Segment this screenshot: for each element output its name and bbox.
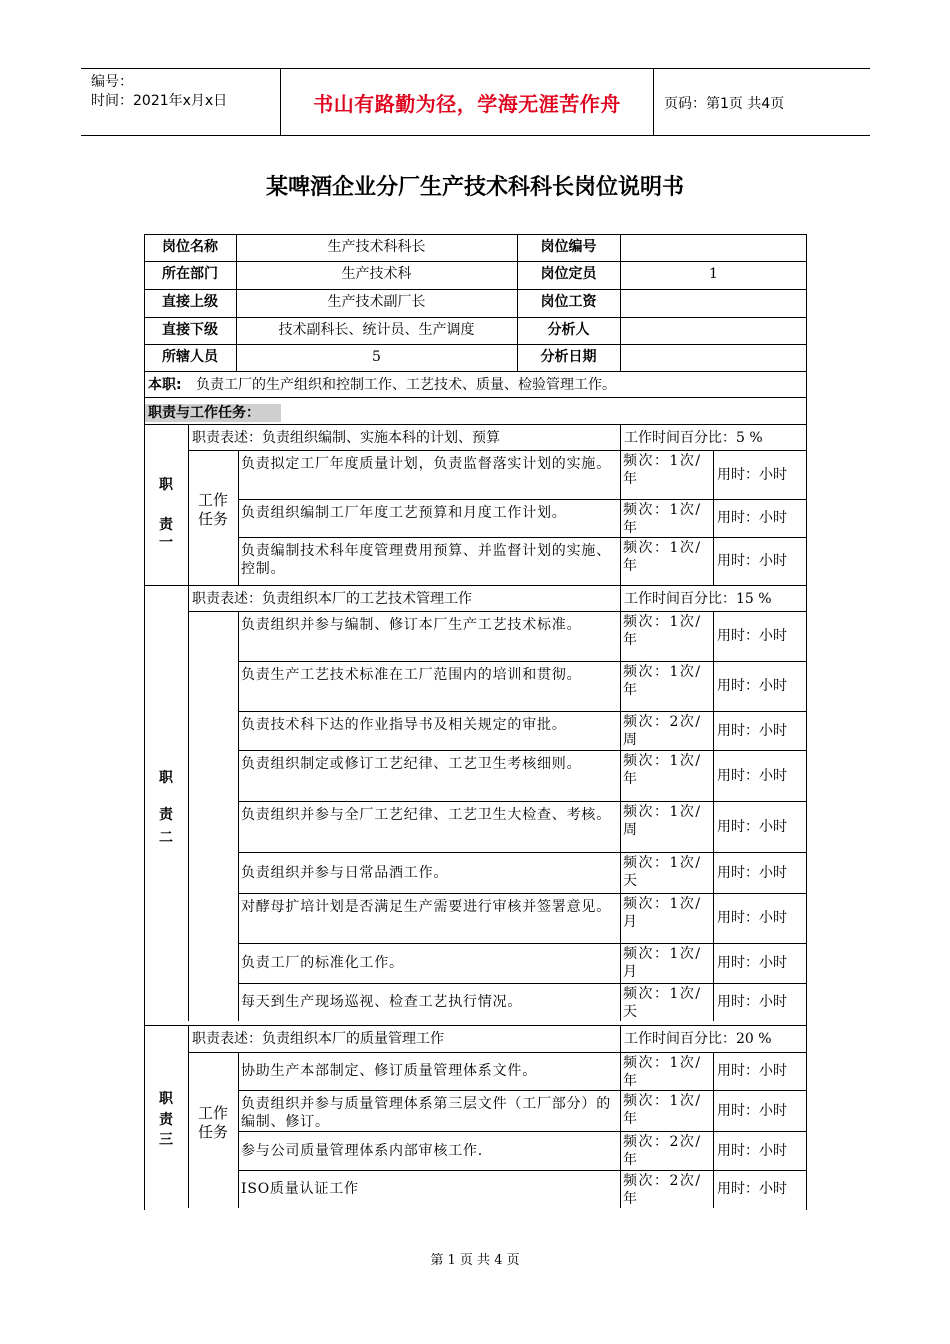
duty-name-char: 责 <box>159 517 173 533</box>
task-frequency: 频次：1次/月 <box>623 946 702 980</box>
table-rule <box>238 611 239 1021</box>
task-duration: 用时：小时 <box>717 864 787 881</box>
table-rule <box>238 450 239 585</box>
document-date: 时间：2021年x月x日 <box>91 93 228 109</box>
table-rule <box>144 261 807 262</box>
duty-time-percent: 工作时间百分比：15 % <box>624 591 772 607</box>
table-rule <box>188 585 189 1021</box>
task-frequency: 频次：1次/年 <box>623 453 702 487</box>
task-frequency: 频次：1次/年 <box>623 1093 702 1127</box>
duty-summary-text: 负责工厂的生产组织和控制工作、工艺技术、质量、检验管理工作。 <box>196 377 616 393</box>
header-motto: 书山有路勤为径，学海无涯苦作舟 <box>313 92 621 116</box>
info-value: 5 <box>372 349 381 365</box>
page-header <box>81 68 870 136</box>
task-duration: 用时：小时 <box>717 994 787 1010</box>
table-rule <box>238 750 807 751</box>
info-label: 岗位编号 <box>540 239 597 255</box>
task-text: 负责组织并参与日常品酒工作。 <box>241 864 449 881</box>
info-label: 分析日期 <box>540 349 597 365</box>
info-label: 分析人 <box>547 322 590 338</box>
table-rule <box>144 317 807 318</box>
task-duration: 用时：小时 <box>717 722 787 739</box>
table-rule <box>620 1025 621 1052</box>
task-frequency: 频次：1次/年 <box>623 753 702 787</box>
table-rule <box>188 611 807 612</box>
task-text: 负责组织并参与全厂工艺纪律、工艺卫生大检查、考核。 <box>241 807 611 823</box>
task-group-label: 工作 <box>197 1104 228 1122</box>
task-text: 负责编制技术科年度管理费用预算、并监督计划的实施、控制。 <box>241 543 611 577</box>
task-frequency: 频次：1次/年 <box>623 540 702 574</box>
task-text: 负责组织编制工厂年度工艺预算和月度工作计划。 <box>241 505 567 521</box>
task-duration: 用时：小时 <box>717 1102 787 1119</box>
document-number: 编号： <box>91 74 133 90</box>
page-info: 页码：第1页 共4页 <box>664 95 785 112</box>
task-frequency: 频次：2次/周 <box>623 714 702 748</box>
table-rule <box>238 711 807 712</box>
header-meta <box>91 73 227 111</box>
duty-name-char: 责 <box>159 1112 173 1128</box>
task-duration: 用时：小时 <box>717 510 787 526</box>
duty-name-char: 三 <box>159 1132 173 1148</box>
table-rule <box>188 450 807 451</box>
table-rule <box>620 1052 621 1208</box>
table-rule <box>713 611 714 1021</box>
table-rule <box>620 450 621 585</box>
task-text: 参与公司质量管理体系内部审核工作. <box>241 1142 484 1159</box>
task-text: ISO质量认证工作 <box>241 1181 359 1197</box>
info-value: 生产技术副厂长 <box>327 294 426 310</box>
table-rule <box>238 1090 807 1091</box>
task-frequency: 频次：2次/年 <box>623 1173 702 1207</box>
table-rule <box>144 585 188 586</box>
task-frequency: 频次：2次/年 <box>623 1134 702 1168</box>
table-rule <box>238 499 807 500</box>
info-label: 岗位名称 <box>162 239 218 255</box>
task-duration: 用时：小时 <box>717 1181 787 1197</box>
duty-description: 职责表述：负责组织本厂的工艺技术管理工作 <box>192 591 472 607</box>
duty-block-rule <box>144 1025 807 1026</box>
task-frequency: 频次：1次/年 <box>623 614 702 648</box>
table-rule <box>620 585 621 611</box>
duty-time-percent: 工作时间百分比：5 % <box>624 430 763 446</box>
task-frequency: 频次：1次/年 <box>623 664 702 698</box>
task-text: 协助生产本部制定、修订质量管理体系文件。 <box>241 1063 537 1079</box>
table-rule <box>238 1052 239 1208</box>
table-rule <box>620 234 621 371</box>
task-duration: 用时：小时 <box>717 466 787 483</box>
task-duration: 用时：小时 <box>717 818 787 835</box>
page-footer: 第 1 页 共 4 页 <box>430 1253 520 1268</box>
table-rule <box>238 1131 807 1132</box>
table-rule <box>238 801 807 802</box>
task-group-label: 工作 <box>197 491 228 509</box>
task-duration: 用时：小时 <box>717 628 787 644</box>
table-rule <box>238 943 807 944</box>
duty-name-char: 一 <box>159 535 173 551</box>
duty-name-char: 责 <box>159 807 173 823</box>
info-value: 生产技术科科长 <box>327 239 426 255</box>
table-rule <box>144 371 807 372</box>
table-rule <box>620 424 621 450</box>
table-rule <box>620 611 621 1021</box>
task-frequency: 频次：1次/天 <box>623 986 702 1020</box>
duty-name-char: 职 <box>159 477 173 493</box>
task-frequency: 频次：1次/年 <box>623 1055 702 1089</box>
table-rule <box>238 537 807 538</box>
duty-name-char: 职 <box>159 770 173 786</box>
info-label: 岗位定员 <box>540 266 597 282</box>
task-text: 负责技术科下达的作业指导书及相关规定的审批。 <box>241 717 567 733</box>
task-duration: 用时：小时 <box>717 553 787 569</box>
table-rule <box>144 234 807 235</box>
duty-name-char: 二 <box>159 830 173 846</box>
task-duration: 用时：小时 <box>717 1063 787 1079</box>
table-rule <box>144 289 807 290</box>
duties-header: 职责与工作任务： <box>148 405 260 421</box>
table-rule <box>713 1052 714 1208</box>
duty-time-percent: 工作时间百分比：20 % <box>624 1031 772 1047</box>
duty-description: 职责表述：负责组织本厂的质量管理工作 <box>192 1031 444 1047</box>
task-text: 负责组织并参与编制、修订本厂生产工艺技术标准。 <box>241 617 582 633</box>
info-label: 所辖人员 <box>162 349 218 365</box>
duty-summary-label: 本职: <box>148 377 182 393</box>
info-label: 直接上级 <box>162 294 218 310</box>
duty-description: 职责表述：负责组织编制、实施本科的计划、预算 <box>192 430 500 446</box>
table-rule <box>238 893 807 894</box>
table-rule <box>238 983 807 984</box>
task-frequency: 频次：1次/月 <box>623 896 702 930</box>
info-value: 技术副科长、统计员、生产调度 <box>278 322 475 338</box>
duty-block-rule <box>144 585 807 586</box>
task-duration: 用时：小时 <box>717 767 787 784</box>
task-text: 负责生产工艺技术标准在工厂范围内的培训和贯彻。 <box>241 667 582 683</box>
task-duration: 用时：小时 <box>717 955 787 971</box>
info-label: 直接下级 <box>162 322 218 338</box>
document-title: 某啤酒企业分厂生产技术科科长岗位说明书 <box>265 175 684 200</box>
info-value: 生产技术科 <box>341 266 412 282</box>
table-rule <box>188 1052 807 1053</box>
table-rule <box>713 450 714 585</box>
task-text: 负责工厂的标准化工作。 <box>241 955 404 971</box>
task-text: 负责拟定工厂年度质量计划，负责监督落实计划的实施。 <box>241 456 611 472</box>
table-rule <box>144 397 807 398</box>
info-label: 所在部门 <box>162 266 218 282</box>
task-text: 负责组织并参与质量管理体系第三层文件（工厂部分）的编制、修订。 <box>241 1096 611 1130</box>
task-duration: 用时：小时 <box>717 910 787 926</box>
duty-block-rule <box>144 424 807 425</box>
table-rule <box>144 344 807 345</box>
table-rule <box>238 852 807 853</box>
table-rule <box>238 661 807 662</box>
duty-name-char: 职 <box>159 1091 173 1107</box>
table-rule <box>238 1170 807 1171</box>
task-text: 负责组织制定或修订工艺纪律、工艺卫生考核细则。 <box>241 756 582 772</box>
task-frequency: 频次：1次/周 <box>623 804 702 838</box>
task-text: 对酵母扩培计划是否满足生产需要进行审核并签署意见。 <box>241 899 611 915</box>
task-text: 每天到生产现场巡视、检查工艺执行情况。 <box>241 994 523 1010</box>
task-duration: 用时：小时 <box>717 678 787 694</box>
info-value: 1 <box>709 266 718 282</box>
task-frequency: 频次：1次/天 <box>623 855 702 889</box>
task-group-label: 任务 <box>197 510 228 528</box>
task-frequency: 频次：1次/年 <box>623 502 702 536</box>
info-label: 岗位工资 <box>540 294 597 310</box>
header-motto-box <box>280 69 654 136</box>
task-group-label: 任务 <box>197 1123 228 1141</box>
task-duration: 用时：小时 <box>717 1142 787 1159</box>
